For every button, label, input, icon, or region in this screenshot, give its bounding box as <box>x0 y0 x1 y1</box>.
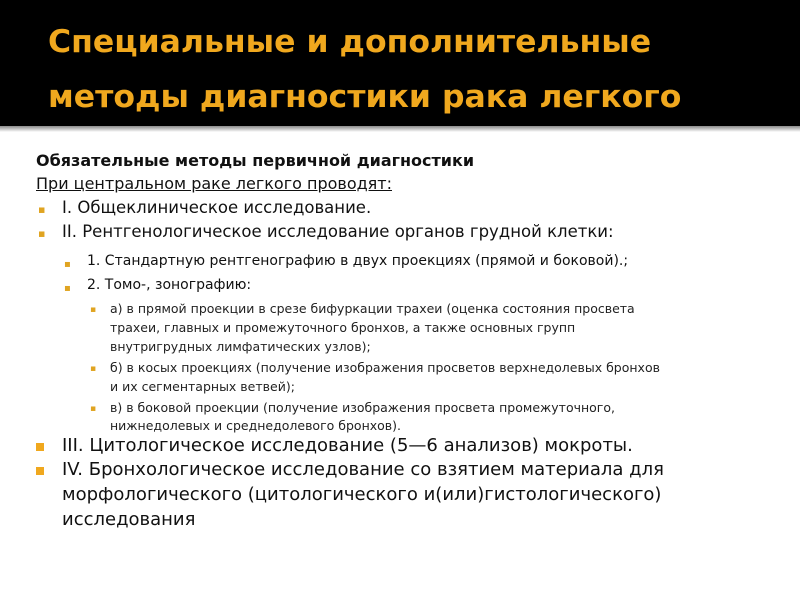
list-item-2: II. Рентгенологическое исследование органов грудной клетки: <box>62 222 614 241</box>
bullet-icon: ▪ <box>90 404 97 414</box>
section-subheading: При центральном раке легкого проводят: <box>36 174 392 193</box>
sub-sub-item-c-line-1: в) в боковой проекции (получение изображения просвета промежуточного, <box>110 400 615 415</box>
sub-sub-item-b-line-1: б) в косых проекциях (получение изображения просветов верхнедолевых бронхов <box>110 360 660 375</box>
bullet-icon: ▪ <box>38 227 46 240</box>
bullet-icon: ▪ <box>90 364 97 374</box>
sub-sub-item-c-line-2: нижнедолевых и среднедолевого бронхов). <box>110 418 401 433</box>
sub-item-1: 1. Стандартную рентгенографию в двух проекциях (прямой и боковой).; <box>87 253 629 269</box>
sub-item-2: 2. Томо-, зонографию: <box>87 277 252 293</box>
bullet-icon <box>36 443 44 451</box>
sub-sub-item-a-line-2: трахеи, главных и промежуточного бронхов, а также основных групп <box>110 320 576 335</box>
list-item-3: III. Цитологическое исследование (5—6 анализов) мокроты. <box>62 435 633 456</box>
bullet-icon: ▪ <box>90 305 97 315</box>
sub-sub-item-a-line-3: внутригрудных лимфатических узлов); <box>110 339 371 354</box>
slide-title-line-2: методы диагностики рака легкого <box>48 79 682 115</box>
bullet-icon <box>36 467 44 475</box>
sub-sub-item-b-line-2: и их сегментарных ветвей); <box>110 379 295 394</box>
list-item-1: I. Общеклиническое исследование. <box>62 198 372 217</box>
slide-title-line-1: Специальные и дополнительные <box>48 24 652 60</box>
bullet-icon: ▪ <box>64 283 71 294</box>
list-item-4-line-3: исследования <box>62 509 196 530</box>
bullet-icon: ▪ <box>64 259 71 270</box>
list-item-4-line-2: морфологического (цитологического и(или)гистологического) <box>62 484 662 505</box>
sub-sub-item-a-line-1: а) в прямой проекции в срезе бифуркации трахеи (оценка состояния просвета <box>110 301 635 316</box>
section-heading: Обязательные методы первичной диагностики <box>36 151 475 170</box>
list-item-4-line-1: IV. Бронхологическое исследование со взятием материала для <box>62 459 664 480</box>
bullet-icon: ▪ <box>38 203 46 216</box>
